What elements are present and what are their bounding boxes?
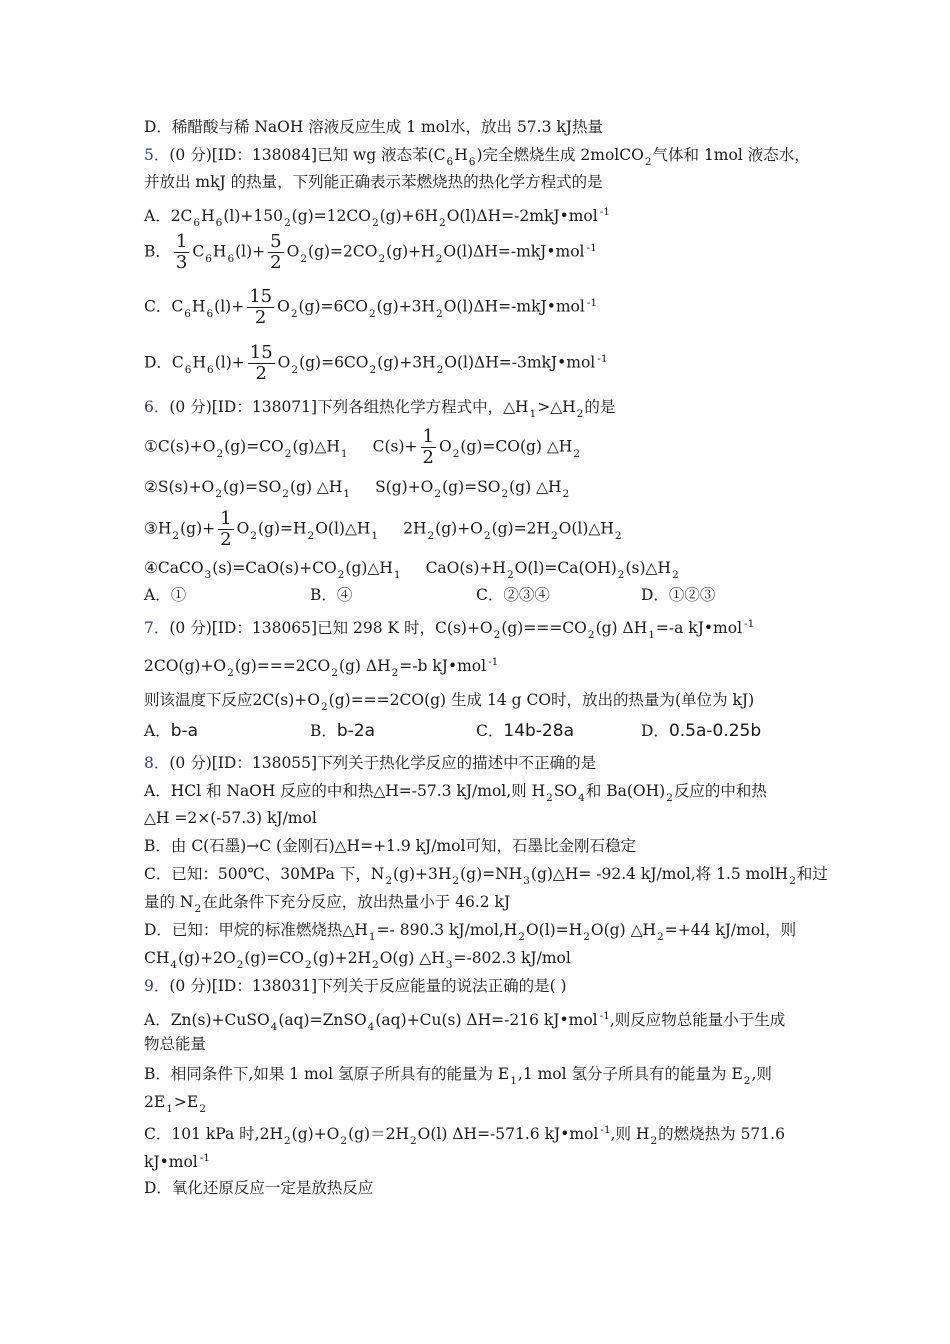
q6-item-2: $②S(s)+O_2(g)=SO_2(g)$ $\triangle H_1$ $S(g)+O_2(g)=SO_2(g)$ $\triangle H_2$ — [144, 478, 570, 500]
question-number: 7． — [144, 619, 170, 637]
fraction: $\frac{15}{2}$ — [249, 342, 273, 384]
q7-equation-2: $2CO(g)+O_2(g)===2CO_2(g)$ $\Delta H_2=-b$ kJ•mol $^{-1}$ — [144, 656, 499, 679]
fraction: $\frac{1}{2}$ — [422, 426, 434, 468]
fraction: $\frac{5}{2}$ — [270, 231, 282, 273]
q5-option-d: D．$C_6H_6(l)+$ $\frac{15}{2}$ $O_2(g)=6CO_2(g)+3H_2O(l)\Delta H=-3mkJ•mol$ $^{-1}$ — [144, 342, 608, 384]
q7-option-a: A．b-a — [144, 721, 199, 741]
q7-option-b: B．b-2a — [310, 721, 376, 741]
question-number: 9． — [144, 977, 170, 995]
q4-option-d: D．稀醋酸与稀 NaOH 溶液反应生成 1 mol水，放出 57.3 kJ热量 — [144, 118, 603, 136]
question-7-stem: 7．(0 分)[ID：138065]已知 298 K 时，$C(s)+O_2(g)===CO_2(g)$ $\Delta H_1=-a$ kJ•mol $^{-1}$ — [144, 618, 755, 641]
q6-item-4: $④CaCO_3(s)=CaO(s)+CO_2(g)\triangle H_1$ $CaO(s)+H_2O(l)=Ca(OH)_2(s)\triangle H_2$ — [144, 559, 679, 581]
q5-option-a: A．$2C_6H_6(l)+150_2(g)=12CO_2(g)+6H_2O(l)\Delta H=-2mkJ•mol$ $^{-1}$ — [144, 206, 610, 229]
question-number: 8． — [144, 754, 170, 772]
q8-option-d: D．已知：甲烷的标准燃烧热$\triangle H_1=-$ 890.3 $kJ/mol,H_2O(l)=H_2O(g)$ $\triangle H_2=+44$ kJ/mol，则 — [144, 921, 797, 943]
q5-option-c: C．$C_6H_6(l)+$ $\frac{15}{2}$ $O_2(g)=6CO_2(g)+3H_2O(l)\Delta H=-mkJ•mol$ $^{-1}$ — [144, 286, 598, 328]
q8-option-d-cont: $CH_4(g)+2O_2(g)=CO_2(g)+2H_2O(g)$ $\triangle H_3=-802.3$ kJ/mol — [144, 949, 571, 971]
fraction: $\frac{15}{2}$ — [249, 286, 273, 328]
question-number: 6． — [144, 398, 170, 416]
question-5-stem-cont: 并放出 mkJ 的热量，下列能正确表示苯燃烧热的热化学方程式的是 — [144, 173, 603, 191]
q7-option-d: D．0.5a-0.25b — [641, 721, 762, 741]
q6-option-a: A．① — [144, 586, 187, 604]
q8-option-a-cont: △H =2×(-57.3) kJ/mol — [144, 809, 317, 827]
q6-item-3: $③H_2(g)+$ $\frac{1}{2}$ $O_2(g)=H_2O(l)\triangle H_1$ $2H_2(g)+O_2(g)=2H_2O(l)\triangle H_2$ — [144, 508, 622, 550]
q9-option-c: C．101 kPa 时$,2H_2(g)+O_2(g)=2H_2O(l)$ ΔH=-571.6 kJ•mol $^{-1}$,则 $H_2$的燃烧热为 571.6 — [144, 1124, 785, 1147]
q8-option-a: A．HCl 和 NaOH 反应的中和热△H=-57.3 kJ/mol,则 $H_2SO_4$和 $Ba(OH)_2$反应的中和热 — [144, 782, 767, 804]
question-8-stem: 8．(0 分)[ID：138055]下列关于热化学反应的描述中不正确的是 — [144, 754, 597, 772]
q6-option-d: D．①②③ — [641, 586, 716, 604]
q9-option-c-cont: kJ•mol $^{-1}$ — [144, 1152, 210, 1171]
fraction: $\frac{1}{3}$ — [175, 231, 188, 273]
q9-option-a-cont: 物总能量 — [144, 1035, 207, 1053]
q9-option-d: D．氧化还原反应一定是放热反应 — [144, 1179, 374, 1197]
question-number: 5． — [144, 146, 170, 164]
q6-option-b: B．④ — [310, 586, 353, 604]
q6-item-1: $①C(s)+O_2(g)=CO_2(g)\triangle H_1$ C(s)+ $\frac{1}{2}$ $O_2(g)=CO(g)$ $\triangle H_2$ — [144, 426, 581, 468]
q6-option-c: C．②③④ — [476, 586, 550, 604]
q8-option-c: C．已知：500℃、30MPa 下，$N_2(g)+3H_2(g)=NH_3(g)\triangle H= -92.4$ kJ/mol,将 1.5 molH$_2$和过 — [144, 865, 828, 887]
q9-option-b-cont: $2E_1>E_2$ — [144, 1093, 206, 1115]
q9-option-b: B．相同条件下,如果 1 mol 氢原子所具有的能量为 $E_1,1$ mol 氢分子所具有的能量为 $E_2$,则 — [144, 1065, 772, 1087]
q9-option-a: A．Zn(s)+CuSO$_4$(aq)=ZnSO$_4$(aq)+Cu(s) ΔH=-216 kJ•mol $^{-1}$,则反应物总能量小于生成 — [144, 1010, 786, 1033]
question-6-stem: 6．(0 分)[ID：138071]下列各组热化学方程式中，$\triangle H_1>\triangle H_2$的是 — [144, 398, 616, 420]
question-5-stem: 5．(0 分)[ID：138084]已知 wg 液态苯$(C_6H_6)$完全燃烧生成 2molCO$_2$气体和 1mol 液态水， — [144, 146, 810, 168]
q5-option-b: B． $\frac{1}{3}$ $C_6H_6(l)+$ $\frac{5}{2}$ $O_2(g)=2CO_2(g)+H_2O(l)\Delta H=-mkJ•mol$ $^{-1}$ — [144, 231, 597, 273]
question-9-stem: 9．(0 分)[ID：138031]下列关于反应能量的说法正确的是( ) — [144, 977, 567, 995]
q8-option-b: B．由 C(石墨)→C (金刚石)△H=+1.9 kJ/mol可知，石墨比金刚石稳定 — [144, 837, 636, 855]
q7-option-c: C．14b-28a — [476, 721, 574, 741]
q7-question: 则该温度下反应$2C(s)+O_2(g)===2CO(g)$ 生成 14 g CO时，放出的热量为(单位为 kJ) — [144, 691, 755, 713]
fraction: $\frac{1}{2}$ — [220, 508, 232, 550]
q8-option-c-cont: 量的 $N_2$在此条件下充分反应，放出热量小于 46.2 kJ — [144, 893, 511, 915]
